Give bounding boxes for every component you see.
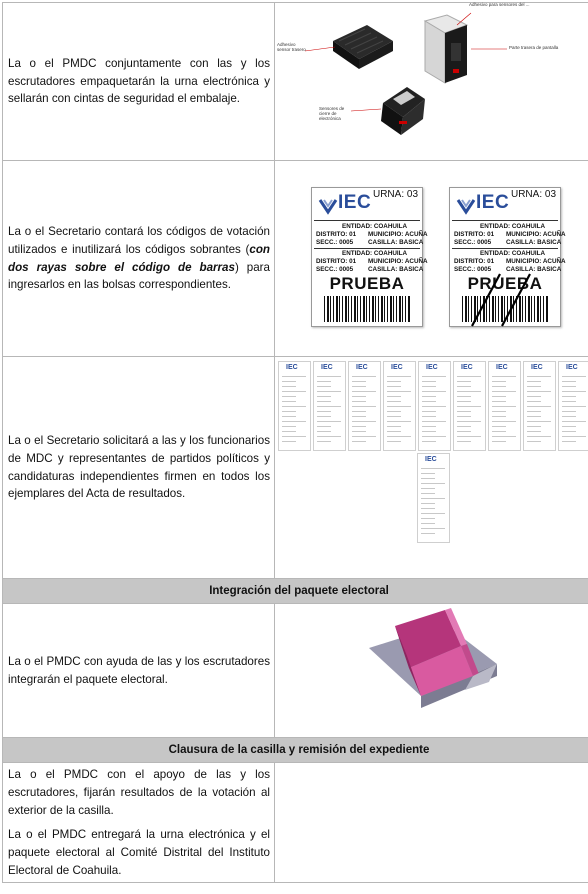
instruction-text: La o el Secretario solicitará a las y los funcionarios de MDC y representantes de partidos políticos y candidaturas independientes firmen en todos los ejemplares del Acta de resultados. [8,432,270,504]
urna-label: URNA: 03 [373,189,418,200]
secc-label: SECC.: 0005 [316,266,418,273]
acta-sheet [488,361,521,451]
instruction-cell [3,357,275,579]
secc-label: SECC.: 0005 [316,239,418,246]
table-row [3,3,588,161]
instruction-cell [3,3,275,161]
acta-sheet [558,361,588,451]
municipio-label: MUNICIPIO: ACUÑA [368,231,418,238]
folder-package-illustration [275,604,588,738]
callout-label: Adhesivo para sensores del ... [469,3,539,8]
prueba-stamp: PRUEBA [450,274,560,294]
ballot-card [311,187,423,327]
acta-sheet [453,361,486,451]
logo-text: IEC [476,192,509,214]
acta-sheet [348,361,381,451]
acta-sheet [278,361,311,451]
procedure-table [2,2,588,883]
acta-logo: IEC [426,364,438,371]
ballot-card-voided [449,187,561,327]
acta-logo: IEC [496,364,508,371]
section-title: Clausura de la casilla y remisión del expediente [3,738,588,763]
acta-logo: IEC [286,364,298,371]
distrito-label: DISTRITO: 01 [316,258,418,265]
entidad-label: ENTIDAD: COAHUILA [342,250,418,257]
distrito-label: DISTRITO: 01 [454,258,556,265]
entidad-label: ENTIDAD: COAHUILA [342,223,418,230]
entidad-label: ENTIDAD: COAHUILA [480,250,556,257]
acta-logo: IEC [566,364,578,371]
callout-label: Adhesivo sensor trasero [277,43,307,53]
barcode [324,296,410,322]
void-strike-lines [450,268,560,328]
emphasis-text: con dos rayas sobre el código de barras [8,243,270,274]
table-row [3,763,588,883]
secc-label: SECC.: 0005 [454,266,556,273]
secc-label: SECC.: 0005 [454,239,556,246]
table-row [3,604,588,738]
municipio-label: MUNICIPIO: ACUÑA [506,231,556,238]
acta-logo: IEC [531,364,543,371]
casilla-label: CASILLA: BASICA [368,239,418,246]
instruction-text: La o el Secretario contará los códigos de votación utilizados e inutilizará los códigos sobrantes (con dos rayas sobre el código de barras) para ingresarlos en las bolsas correspondientes. [8,223,270,295]
municipio-label: MUNICIPIO: ACUÑA [506,258,556,265]
casilla-label: CASILLA: BASICA [506,239,556,246]
section-header [3,738,588,763]
acta-sheet [418,361,451,451]
distrito-label: DISTRITO: 01 [454,231,556,238]
instruction-cell [3,161,275,357]
acta-sheets-figure [275,357,588,579]
acta-sheet [383,361,416,451]
acta-logo: IEC [461,364,473,371]
urn-packing-figure [275,3,588,161]
iec-logo-icon [456,196,476,216]
urn-package-illustration [275,3,588,161]
entidad-label: ENTIDAD: COAHUILA [480,223,556,230]
instruction-text: La o el PMDC conjuntamente con las y los escrutadores empaquetarán la urna electrónica y sellarán con cintas de seguridad el embalaje. [8,55,270,109]
acta-sheet [523,361,556,451]
ballot-codes-figure [275,161,588,357]
empty-cell [275,763,588,883]
acta-logo: IEC [391,364,403,371]
table-row [3,357,588,579]
instruction-cell [3,604,275,738]
distrito-label: DISTRITO: 01 [316,231,418,238]
casilla-label: CASILLA: BASICA [506,266,556,273]
acta-logo: IEC [425,456,437,463]
table-row [3,161,588,357]
callout-label: Parte trasera de pantalla [509,45,579,50]
instruction-text: La o el PMDC entregará la urna electrónica y el paquete electoral al Comité Distrital del Instituto Electoral de Coahuila. [8,826,270,880]
acta-sheet [417,453,450,543]
section-header [3,579,588,604]
callout-label: Sensores de cierre de electrónica [319,107,355,122]
urna-label: URNA: 03 [511,189,556,200]
instruction-cell [3,763,275,883]
electoral-package-figure [275,604,588,738]
instruction-text: La o el PMDC con el apoyo de las y los escrutadores, fijarán resultados de la votación al exterior de la casilla. [8,766,270,820]
municipio-label: MUNICIPIO: ACUÑA [368,258,418,265]
section-title: Integración del paquete electoral [3,579,588,604]
casilla-label: CASILLA: BASICA [368,266,418,273]
acta-sheet [313,361,346,451]
prueba-stamp: PRUEBA [312,274,422,294]
acta-logo: IEC [321,364,333,371]
acta-logo: IEC [356,364,368,371]
logo-text: IEC [338,192,371,214]
iec-logo-icon [318,196,338,216]
instruction-text: La o el PMDC con ayuda de las y los escrutadores integrarán el paquete electoral. [8,653,270,689]
